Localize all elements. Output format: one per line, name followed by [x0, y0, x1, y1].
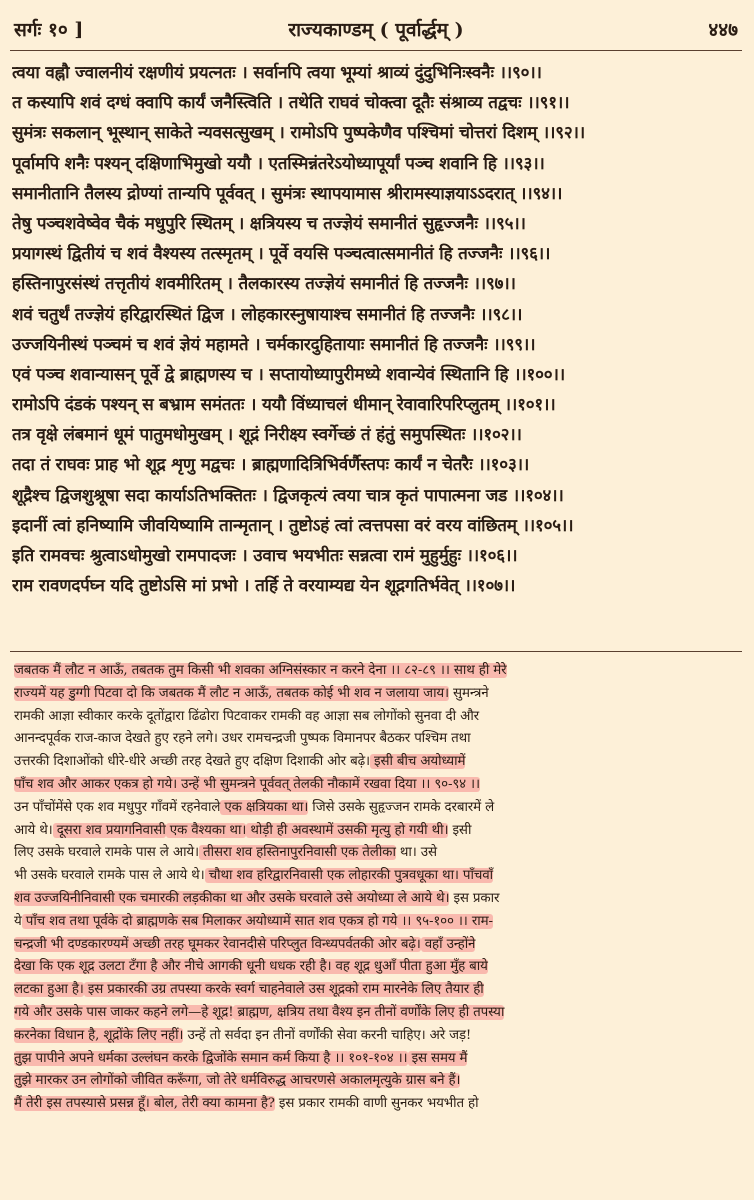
highlighted-text: देखा कि एक शूद्र उलटा टँगा है और नीचे आगकी धूनी धधक रही है। वह शूद्र धुआँ पीता हुआ मुँह बाये	[14, 959, 488, 975]
verse-line: त कस्यापि शवं दग्धं क्वापि कार्यं जनैस्त्विति । तथेति राघवं चोक्त्वा दूतैः संश्राव्य तद्वचः ।।९१।।	[12, 93, 570, 114]
plain-text: इस प्रकार रामकी वाणी सुनकर भयभीत हो	[274, 1096, 479, 1112]
highlighted-text: एक वैश्यका था।	[165, 822, 247, 838]
highlighted-text: मैं तेरी इस तपस्यासे प्रसन्न हूँ। बोल, तेरी क्या कामना है?	[14, 1096, 275, 1112]
highlighted-text: ।। ९५-१०० ।। राम-	[397, 913, 493, 929]
verse-line: तत्र वृक्षे लंबमानं धूमं पातुमधोमुखम् । शूद्रं निरीक्ष्य स्वर्गेच्छं तं हंतुं समुपस्थितः ।।१०२।।	[12, 425, 522, 446]
verse-line: प्रयागस्थं द्वितीयं च शवं वैश्यस्य तत्स्मृतम् । पूर्वे वयसि पञ्चत्वात्समानीतं हि तज्जनैः ।।९६।।	[12, 244, 551, 265]
plain-text: आनन्दपूर्वक राज-काज देखते हुए रहने लगे। उधर रामचन्द्रजी पुष्पक विमानपर बैठकर पश्चिम तथा	[14, 731, 471, 747]
canto-label: सर्गः १० ]	[14, 19, 84, 41]
verse-line: उज्जयिनीस्थं पञ्चमं च शवं ज्ञेयं महामते । चर्मकारदुहितायाः समानीतं हि तज्जनैः ।।९९।।	[12, 334, 536, 355]
translation-line	[14, 888, 744, 911]
translation-line	[14, 1093, 744, 1116]
highlighted-text: ब्राह्मण, क्षत्रिय तथा वैश्य इन तीनों वर्णोंके लिए ही तपस्या	[233, 1004, 505, 1020]
verse-line: शूद्रैश्च द्विजशुश्रूषा सदा कार्याऽतिभक्तितः । द्विजकृत्यं त्वया चात्र कृतं पापात्मना जड ।।१०४।।	[12, 485, 564, 506]
translation-line	[14, 774, 744, 797]
highlighted-text: थोड़ी ही अवस्थामें उसकी मृत्यु हो गयी थी।	[246, 822, 449, 838]
highlighted-text: लटका हुआ है।	[14, 982, 84, 998]
translation-line	[14, 1070, 744, 1093]
plain-text: सुमन्त्रने	[448, 685, 489, 701]
translation-line	[14, 820, 744, 843]
translation-line	[14, 1048, 744, 1071]
verse-line: त्वया वह्नौ ज्वालनीयं रक्षणीयं प्रयत्नतः । सर्वानपि त्वया भूम्यां श्राव्यं दुंदुभिनिःस्वनैः ।।९०।।	[12, 63, 542, 83]
translation-line	[14, 979, 744, 1002]
plain-text: उत्तरकी दिशाओंको धीरे-धीरे अच्छी तरह देखते हुए दक्षिण दिशाकी ओर बढ़े।	[14, 754, 370, 770]
verse-line: इति रामवचः श्रुत्वाऽधोमुखो रामपादजः । उवाच भयभीतः सन्नत्वा रामं मुहुर्मुहुः ।।१०६।।	[12, 546, 518, 566]
translation-line	[14, 934, 744, 957]
plain-text: उन पाँचोंमेंसे एक शव मधुपुर गाँवमें रहनेवाले	[14, 799, 221, 815]
translation-line	[14, 797, 744, 820]
plain-text: था। उसे	[395, 845, 437, 861]
book-section-title: राज्यकाण्डम् ( पूर्वार्द्धम् )	[288, 19, 464, 41]
plain-text: इसी	[448, 822, 472, 838]
highlighted-text: गये और उसके पास जाकर कहने लगे—हे शूद्र!	[14, 1004, 234, 1020]
translation-line	[14, 751, 744, 774]
verse-line: शवं चतुर्थं तज्ज्ञेयं हरिद्वारस्थितं द्विज । लोहकारस्नुषायाश्च समानीतं हि तज्जनैः ।।९८।।	[12, 304, 523, 325]
translation-line	[14, 911, 744, 934]
verse-line: इदानीं त्वां हनिष्यामि जीवयिष्यामि तान्मृतान् । तुष्टोऽहं त्वां त्वत्तपसा वरं वरय वांछितम् ।।१०५।।	[12, 515, 574, 536]
highlighted-text: तुझ पापीने अपने धर्मका उल्लंघन करके द्विजोंके समान कर्म किया है ।। १०१-१०४ ।।	[14, 1050, 408, 1066]
translation-line	[14, 728, 744, 751]
highlighted-text: पाँच शव तथा पूर्वके दो ब्राह्मणके सब मिलाकर अयोध्यामें सात शव एकत्र हो गये	[21, 913, 398, 929]
verse-line: हस्तिनापुरसंस्थं तत्तृतीयं शवमीरितम् । तैलकारस्य तज्ज्ञेयं समानीतं हि तज्जनैः ।।९७।।	[12, 274, 516, 295]
translation-line	[14, 1002, 744, 1025]
verse-line: रामोऽपि दंडकं पश्यन् स बभ्राम समंततः । ययौ विंध्याचलं धीमान् रेवावारिपरिप्लुतम् ।।१०१।।	[12, 395, 556, 416]
highlighted-text: वहाँ उन्होंने	[420, 936, 476, 952]
plain-text: ये	[14, 913, 22, 929]
translation-line	[14, 660, 744, 683]
verse-line: समानीतानि तैलस्य द्रोण्यां तान्यपि पूर्ववत् । सुमंत्रः स्थापयामास श्रीरामस्याज्ञयाऽऽदरात् ।।९४।।	[12, 183, 563, 204]
highlighted-text: जबतक मैं लौट न आऊँ, तबतक तुम किसी भी शवका अग्निसंस्कार न करने देना ।। ८२-८९ ।। साथ ही मेरे	[14, 663, 507, 678]
translation-line	[14, 842, 744, 865]
highlighted-text: करनेका विधान है, शूद्रोंके लिए नहीं।	[14, 1027, 184, 1043]
highlighted-text: चौथा शव हरिद्वारनिवासी एक लोहारकी पुत्रवधूका था। पाँचवाँ	[204, 868, 493, 884]
verse-line: एवं पञ्च शवान्यासन् पूर्वे द्वे ब्राह्मणस्य च । सप्तायोध्यापुरीमध्ये शवान्येवं स्थितानि हि ।।१००।।	[12, 364, 565, 385]
plain-text: जिसे उसके सुहृज्जन रामके दरबारमें ले	[308, 799, 495, 815]
highlighted-text: तीसरा शव हस्तिनापुरनिवासी एक तेलीका	[198, 845, 396, 861]
verse-line: राम रावणदर्पघ्न यदि तुष्टोऽसि मां प्रभो । तर्हि ते वरयाम्यद्य येन शूद्रगतिर्भवेत् ।।१०७।।	[12, 576, 516, 597]
highlighted-text: चन्द्रजी भी दण्डकारण्यमें अच्छी तरह घूमकर रेवानदीसे परिप्लुत विन्ध्यपर्वतकी ओर बढ़े।	[14, 936, 421, 952]
page-header	[10, 10, 742, 51]
plain-text: लिए उसके घरवाले रामके पास ले आये।	[14, 845, 199, 861]
highlighted-text: इसी बीच अयोध्यामें	[369, 754, 466, 770]
highlighted-text: दूसरा शव प्रयागनिवासी	[52, 822, 166, 838]
translation-line	[14, 865, 744, 888]
plain-text: रामकी आज्ञा स्वीकार करके दूतोंद्वारा ढिंढोरा पिटवाकर रामकी वह आज्ञा सब लोगोंको सुनवा दी और	[14, 708, 479, 724]
translation-line	[14, 706, 744, 729]
plain-text: इस प्रकार	[449, 890, 500, 906]
verse-line: तेषु पञ्चशवेष्वेव चैकं मधुपुरि स्थितम् । क्षत्रियस्य च तज्ज्ञेयं समानीतं सुहृज्जनैः ।।९५।।	[12, 213, 526, 234]
plain-text: भी उसके घरवाले रामके पास ले आये थे।	[14, 868, 205, 884]
verse-line: सुमंत्रः सकलान् भूस्थान् साकेते न्यवसत्सुखम् । रामोऽपि पुष्पकेणैव पश्चिमां चोत्तरां दिशम् ।।९२।।	[12, 123, 586, 144]
plain-text: आये थे।	[14, 822, 53, 838]
translation-line	[14, 956, 744, 979]
translation-line	[14, 683, 744, 706]
plain-text: उन्हें तो सर्वदा इन तीनों वर्णोंकी सेवा करनी चाहिए। अरे जड़!	[183, 1027, 472, 1043]
sanskrit-verses	[12, 58, 744, 601]
verse-line: पूर्वामपि शनैः पश्यन् दक्षिणाभिमुखो ययौ । एतस्मिन्नंतरेऽयोध्यापूर्यां पञ्च शवानि हि ।।९३।।	[12, 153, 545, 174]
translation-line	[14, 1025, 744, 1048]
highlighted-text: पाँच शव और आकर एकत्र हो गये। उन्हें भी सुमन्त्रने पूर्ववत् तेलकी नौकामें रखवा दिया ।। ९०-९४ ।।	[14, 776, 480, 792]
hindi-translation	[14, 660, 744, 1116]
page-number: ४४७	[708, 19, 738, 41]
verse-line: तदा तं राघवः प्राह भो शूद्र शृणु मद्वचः । ब्राह्मणादित्रिभिर्वर्णैस्तपः कार्यं न चेतरैः ।।१०३।।	[12, 455, 530, 476]
highlighted-text: इस समय मैं	[407, 1050, 468, 1066]
highlighted-text: राज्यमें यह डुग्गी पिटवा दो कि जबतक मैं लौट न आऊँ, तबतक कोई भी शव न जलाया जाय।	[14, 685, 449, 701]
highlighted-text: शव उज्जयिनीनिवासी एक चमारकी लड़कीका था और उसके घरवाले उसे अयोध्या ले आये थे।	[14, 890, 450, 906]
section-divider	[10, 651, 742, 652]
highlighted-text: तुझे मारकर उन लोगोंको जीवित करूँगा, जो तेरे धर्मविरुद्ध आचरणसे अकालमृत्युके ग्रास बने हैं।	[14, 1073, 461, 1089]
highlighted-text: एक क्षत्रियका था।	[220, 799, 309, 815]
highlighted-text: इस प्रकारकी उग्र तपस्या करके स्वर्ग चाहनेवाले उस शूद्रको राम मारनेके लिए तैयार ही	[83, 982, 484, 998]
